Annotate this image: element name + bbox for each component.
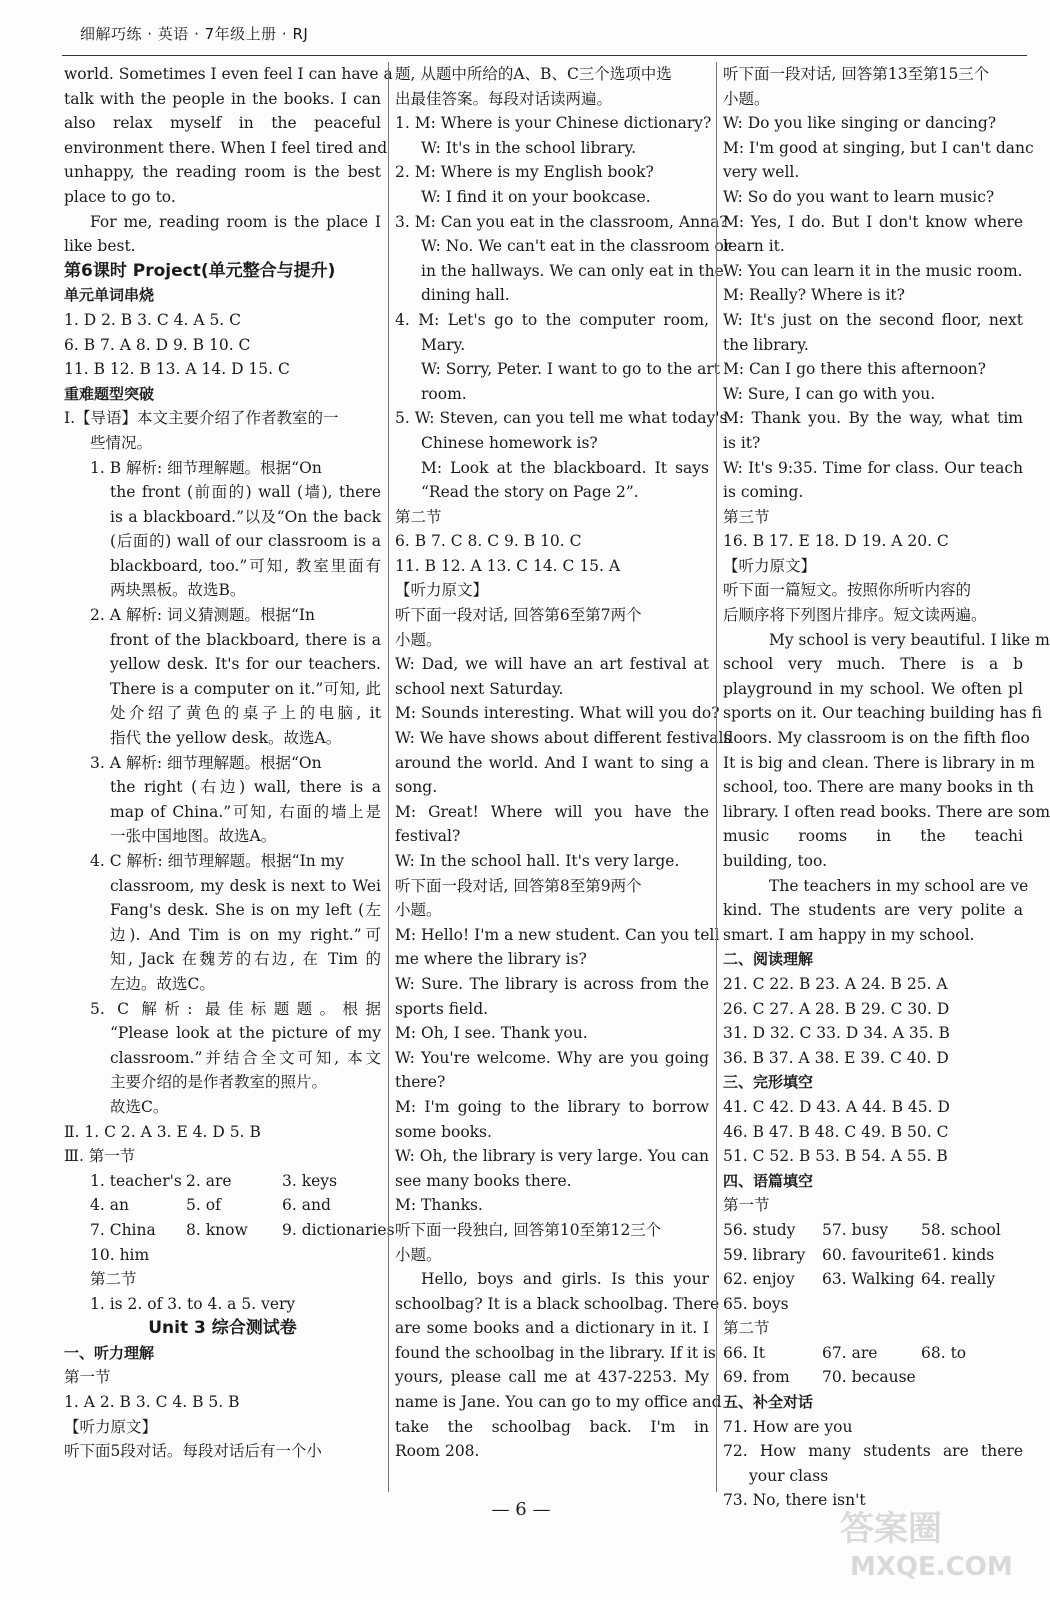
text-line: like best.: [64, 237, 136, 256]
text-line: 5. C 解析: 最佳标题题。根据: [90, 999, 381, 1018]
text-line: 第6课时 Project(单元整合与提升): [64, 260, 336, 281]
text-line: It is big and clean. There is library in m: [723, 753, 1035, 772]
answer-cell: 1. teacher's: [90, 1171, 182, 1190]
text-line: 71. How are you: [723, 1417, 853, 1436]
text-line: Mary.: [421, 335, 466, 354]
text-line: 单元单词串烧: [64, 286, 155, 305]
text-line: take the schoolbag back. I'm in: [395, 1417, 709, 1436]
text-line: 小题。: [723, 89, 770, 108]
text-line: place to go to.: [64, 187, 176, 206]
text-line: 1. B 解析: 细节理解题。根据“On: [90, 458, 322, 477]
text-line: 【听力原文】: [64, 1417, 158, 1436]
text-line: 第二节: [90, 1270, 137, 1289]
text-line: 26. C 27. A 28. B 29. C 30. D: [723, 999, 950, 1018]
text-line: M: Look at the blackboard. It says: [421, 458, 709, 477]
text-line: 听下面一段对话, 回答第6至第7两个: [395, 606, 642, 625]
text-line: 第一节: [723, 1196, 770, 1215]
answer-cell: 6. and: [282, 1196, 331, 1215]
text-line: M: Yes, I do. But I don't know where: [723, 212, 1023, 231]
answer-cell: 59. library: [723, 1245, 806, 1264]
text-line: There is a computer on it.”可知, 此: [110, 679, 381, 698]
text-line: W: Do you like singing or dancing?: [723, 114, 997, 133]
text-line: your class: [749, 1466, 829, 1485]
text-line: M: Can I go there this afternoon?: [723, 360, 986, 379]
svg-text:答案圈: 答案圈: [840, 1509, 942, 1549]
answer-cell: 69. from: [723, 1368, 790, 1387]
text-line: 65. boys: [723, 1294, 789, 1313]
text-line: the right (右边) wall, there is a: [110, 778, 381, 797]
text-line: W: It's just on the second floor, next: [723, 310, 1023, 329]
answer-cell: 61. kinds: [922, 1245, 995, 1264]
text-line: 16. B 17. E 18. D 19. A 20. C: [723, 532, 949, 551]
text-line: [723, 1243, 1023, 1268]
text-line: 3. M: Can you eat in the classroom, Anna?: [395, 212, 728, 231]
text-line: 6. B 7. C 8. C 9. B 10. C: [395, 532, 582, 551]
text-line: is coming.: [723, 483, 804, 502]
text-line: My school is very beautiful. I like m: [769, 630, 1050, 649]
text-line: W: Dad, we will have an art festival at: [395, 655, 709, 674]
answer-cell: 4. an: [90, 1196, 129, 1215]
answer-cell: [921, 1365, 1020, 1390]
text-line: [64, 1193, 381, 1218]
text-line: found the schoolbag in the library. If it is: [395, 1343, 716, 1362]
answer-cell: 58. school: [921, 1220, 1001, 1239]
text-line: W: You're welcome. Why are you going: [395, 1048, 709, 1067]
text-line: talk with the people in the books. I can: [64, 89, 381, 108]
text-line: front of the blackboard, there is a: [110, 630, 381, 649]
text-line: festival?: [395, 827, 461, 846]
text-line: Hello, boys and girls. Is this your: [421, 1270, 709, 1289]
text-line: song.: [395, 778, 438, 797]
text-line: schoolbag? It is a black schoolbag. There: [395, 1294, 720, 1313]
text-line: M: Great! Where will you have the: [395, 802, 709, 821]
text-line: W: You can learn it in the music room.: [723, 261, 1023, 280]
text-line: room.: [421, 384, 467, 403]
answer-cell: 7. China: [90, 1220, 156, 1239]
text-line: 1. M: Where is your Chinese dictionary?: [395, 114, 712, 133]
text-line: library. I often read books. There are som: [723, 802, 1050, 821]
text-line: classroom, my desk is next to Wei: [110, 876, 381, 895]
text-line: “Please look at the picture of my: [110, 1024, 381, 1043]
text-line: M: Really? Where is it?: [723, 286, 905, 305]
text-line: school, too. There are many books in th: [723, 778, 1034, 797]
text-line: 小题。: [395, 1245, 442, 1264]
text-line: 72. How many students are there: [723, 1442, 1023, 1461]
text-line: W: We have shows about different festivals: [395, 729, 732, 748]
answer-cell: 57. busy: [822, 1220, 889, 1239]
text-line: 两块黑板。故选B。: [110, 581, 246, 600]
text-line: sports field.: [395, 999, 489, 1018]
text-line: Ⅱ. 1. C 2. A 3. E 4. D 5. B: [64, 1122, 261, 1141]
column-divider: [388, 62, 389, 1492]
text-line: W: Sure. The library is across from the: [395, 974, 709, 993]
text-line: unhappy, the reading room is the best: [64, 163, 381, 182]
text-line: [723, 1341, 1023, 1366]
text-line: very well.: [723, 163, 800, 182]
answer-cell: 62. enjoy: [723, 1270, 795, 1289]
text-line: “Read the story on Page 2”.: [421, 483, 639, 502]
text-line: 1. is 2. of 3. to 4. a 5. very: [90, 1294, 296, 1313]
text-line: playground in my school. We often pl: [723, 679, 1023, 698]
text-line: [723, 1218, 1023, 1243]
text-line: 听下面一篇短文。按照你所听内容的: [723, 581, 972, 600]
text-line: W: It's in the school library.: [421, 138, 637, 157]
answer-cell: 8. know: [186, 1220, 248, 1239]
text-line: 11. B 12. B 13. A 14. D 15. C: [64, 360, 290, 379]
text-line: 一张中国地图。故选A。: [110, 827, 277, 846]
text-line: 1. A 2. B 3. C 4. B 5. B: [64, 1393, 240, 1412]
text-line: [64, 1169, 381, 1194]
text-line: Chinese homework is?: [421, 433, 598, 452]
column-middle: [395, 62, 732, 1464]
text-line: Room 208.: [395, 1442, 480, 1461]
text-line: 左边。故选C。: [110, 974, 215, 993]
text-line: For me, reading room is the place I: [90, 212, 381, 231]
text-line: 4. M: Let's go to the computer room,: [395, 310, 709, 329]
text-line: (后面的) wall of our classroom is a: [110, 532, 381, 551]
text-line: dining hall.: [421, 286, 510, 305]
text-line: 听下面一段独白, 回答第10至第12三个: [395, 1220, 662, 1239]
text-line: [723, 1365, 1023, 1390]
page-header: 细解巧练 · 英语 · 7年级上册 · RJ: [80, 25, 309, 43]
text-line: M: Thanks.: [395, 1196, 483, 1215]
answer-cell: 9. dictionaries: [282, 1220, 395, 1239]
text-line: 重难题型突破: [64, 384, 155, 403]
text-line: [64, 1218, 395, 1243]
text-line: 二、阅读理解: [723, 950, 814, 969]
column-right: [723, 62, 1050, 1513]
text-line: blackboard, too.”可知, 教室里面有: [110, 556, 381, 575]
text-line: floors. My classroom is on the fifth floo: [723, 729, 1030, 748]
text-line: 第三节: [723, 507, 770, 526]
answer-cell: 64. really: [921, 1270, 996, 1289]
text-line: 出最佳答案。每段对话读两遍。: [395, 89, 613, 108]
text-line: see many books there.: [395, 1171, 572, 1190]
answer-cell: 68. to: [921, 1343, 967, 1362]
column-divider: [716, 62, 717, 1492]
text-line: 11. B 12. A 13. C 14. C 15. A: [395, 556, 621, 575]
text-line: Ⅰ.【导语】本文主要介绍了作者教室的一: [64, 409, 339, 428]
text-line: 指代 the yellow desk。故选A。: [110, 729, 342, 748]
answer-cell: 63. Walking: [822, 1270, 915, 1289]
text-line: is a blackboard.”以及“On the back: [110, 507, 381, 526]
text-line: W: In the school hall. It's very large.: [395, 852, 680, 870]
text-line: 3. A 解析: 细节理解题。根据“On: [90, 753, 322, 772]
page-number: — 6 —: [491, 1499, 551, 1520]
text-line: W: Sorry, Peter. I want to go to the art: [421, 360, 720, 379]
text-line: 边). And Tim is on my right.”可: [110, 925, 381, 944]
text-line: 处介绍了黄色的桌子上的电脑, it: [110, 704, 381, 723]
answer-cell: 5. of: [186, 1196, 221, 1215]
text-line: W: So do you want to learn music?: [723, 187, 995, 206]
text-line: 第二节: [395, 507, 442, 526]
text-line: 2. A 解析: 词义猜测题。根据“In: [90, 606, 316, 625]
text-line: world. Sometimes I even feel I can have a: [64, 65, 393, 83]
text-line: 后顺序将下列图片排序。短文读两遍。: [723, 606, 987, 625]
text-line: 73. No, there isn't: [723, 1491, 866, 1510]
text-line: school next Saturday.: [395, 679, 564, 698]
text-line: 【听力原文】: [723, 556, 817, 575]
text-line: around the world. And I want to sing a: [395, 753, 709, 772]
text-line: 【听力原文】: [395, 581, 489, 600]
text-line: 46. B 47. B 48. C 49. B 50. C: [723, 1122, 949, 1141]
text-line: name is Jane. You can go to my office and: [395, 1393, 722, 1412]
text-line: the front (前面的) wall (墙), there: [110, 483, 381, 502]
text-line: 故选C。: [110, 1097, 169, 1116]
text-line: 31. D 32. C 33. D 34. A 35. B: [723, 1024, 950, 1043]
text-line: 一、听力理解: [64, 1343, 155, 1362]
text-line: 些情况。: [90, 433, 153, 452]
text-line: 1. D 2. B 3. C 4. A 5. C: [64, 310, 242, 329]
text-line: Ⅲ. 第一节: [64, 1147, 136, 1166]
text-line: M: Sounds interesting. What will you do?: [395, 704, 720, 723]
answer-cell: 70. because: [822, 1368, 916, 1387]
text-line: are some books and a dictionary in it. I: [395, 1319, 709, 1338]
text-line: there?: [395, 1073, 446, 1092]
text-line: Fang's desk. She is on my left (左: [110, 901, 381, 920]
text-line: 41. C 42. D 43. A 44. B 45. D: [723, 1097, 950, 1116]
text-line: 2. M: Where is my English book?: [395, 163, 654, 182]
text-line: 10. him: [90, 1245, 150, 1264]
text-line: 听下面一段对话, 回答第13至第15三个: [723, 65, 990, 83]
text-line: W: Oh, the library is very large. You can: [395, 1147, 709, 1166]
text-line: The teachers in my school are ve: [769, 876, 1029, 895]
text-line: environment there. When I feel tired and: [64, 138, 388, 157]
text-line: yours, please call me at 437-2253. My: [395, 1368, 709, 1387]
answer-cell: 3. keys: [282, 1171, 338, 1190]
text-line: building, too.: [723, 852, 828, 870]
header-rule: [62, 55, 1027, 56]
text-line: music rooms in the teachi: [723, 827, 1023, 846]
text-line: is it?: [723, 433, 761, 452]
text-line: 听下面5段对话。每段对话后有一个小: [64, 1442, 322, 1461]
answer-cell: 67. are: [822, 1343, 878, 1362]
watermark-logo: [830, 1495, 1020, 1585]
text-line: Unit 3 综合测试卷: [148, 1318, 297, 1339]
text-line: 5. W: Steven, can you tell me what today's: [395, 409, 728, 428]
text-line: M: I'm good at singing, but I can't danc: [723, 138, 1034, 157]
text-line: 第一节: [64, 1368, 111, 1387]
text-line: sports on it. Our teaching building has fi: [723, 704, 1043, 723]
text-line: also relax myself in the peaceful: [64, 114, 381, 133]
text-line: 听下面一段对话, 回答第8至第9两个: [395, 876, 642, 895]
answer-cell: 2. are: [186, 1171, 232, 1190]
text-line: 知, Jack 在魏芳的右边, 在 Tim 的: [110, 950, 381, 969]
answer-cell: 56. study: [723, 1220, 796, 1239]
text-line: the library.: [723, 335, 809, 354]
answer-cell: 66. It: [723, 1343, 765, 1362]
text-line: M: Oh, I see. Thank you.: [395, 1024, 588, 1043]
text-line: W: It's 9:35. Time for class. Our teach: [723, 458, 1023, 477]
text-line: 四、语篇填空: [723, 1171, 814, 1190]
text-line: 6. B 7. A 8. D 9. B 10. C: [64, 335, 251, 354]
text-line: M: I'm going to the library to borrow: [395, 1097, 709, 1116]
text-line: M: Thank you. By the way, what tim: [723, 409, 1023, 428]
text-line: 主要介绍的是作者教室的照片。: [110, 1073, 328, 1092]
column-left: [64, 62, 395, 1464]
text-line: 三、完形填空: [723, 1073, 814, 1092]
text-line: map of China.”可知, 右面的墙上是: [110, 802, 381, 821]
text-line: 五、补全对话: [723, 1393, 814, 1412]
text-line: learn it.: [723, 237, 785, 256]
text-line: classroom.”并结合全文可知, 本文: [110, 1048, 381, 1067]
text-line: 4. C 解析: 细节理解题。根据“In my: [90, 852, 345, 870]
svg-text:MXQE.COM: MXQE.COM: [850, 1552, 1013, 1582]
text-line: [723, 1267, 1023, 1292]
text-line: M: Hello! I'm a new student. Can you tell: [395, 925, 720, 944]
text-line: kind. The students are very polite a: [723, 901, 1023, 920]
text-line: 小题。: [395, 630, 442, 649]
text-line: 51. C 52. B 53. B 54. A 55. B: [723, 1147, 948, 1166]
text-line: 小题。: [395, 901, 442, 920]
text-line: 21. C 22. B 23. A 24. B 25. A: [723, 974, 948, 993]
text-line: yellow desk. It's for our teachers.: [110, 655, 381, 674]
text-line: some books.: [395, 1122, 492, 1141]
text-line: W: No. We can't eat in the classroom or: [421, 237, 732, 256]
text-line: W: I find it on your bookcase.: [421, 187, 651, 206]
text-line: me where the library is?: [395, 950, 587, 969]
text-line: 题, 从题中所给的A、B、C三个选项中选: [395, 65, 672, 83]
text-line: 第二节: [723, 1319, 770, 1338]
text-line: in the hallways. We can only eat in the: [421, 261, 724, 280]
text-line: school very much. There is a b: [723, 655, 1023, 674]
text-line: W: Sure, I can go with you.: [723, 384, 936, 403]
text-line: 36. B 37. A 38. E 39. C 40. D: [723, 1048, 949, 1067]
text-line: smart. I am happy in my school.: [723, 925, 975, 944]
answer-cell: 60. favourite: [822, 1245, 923, 1264]
